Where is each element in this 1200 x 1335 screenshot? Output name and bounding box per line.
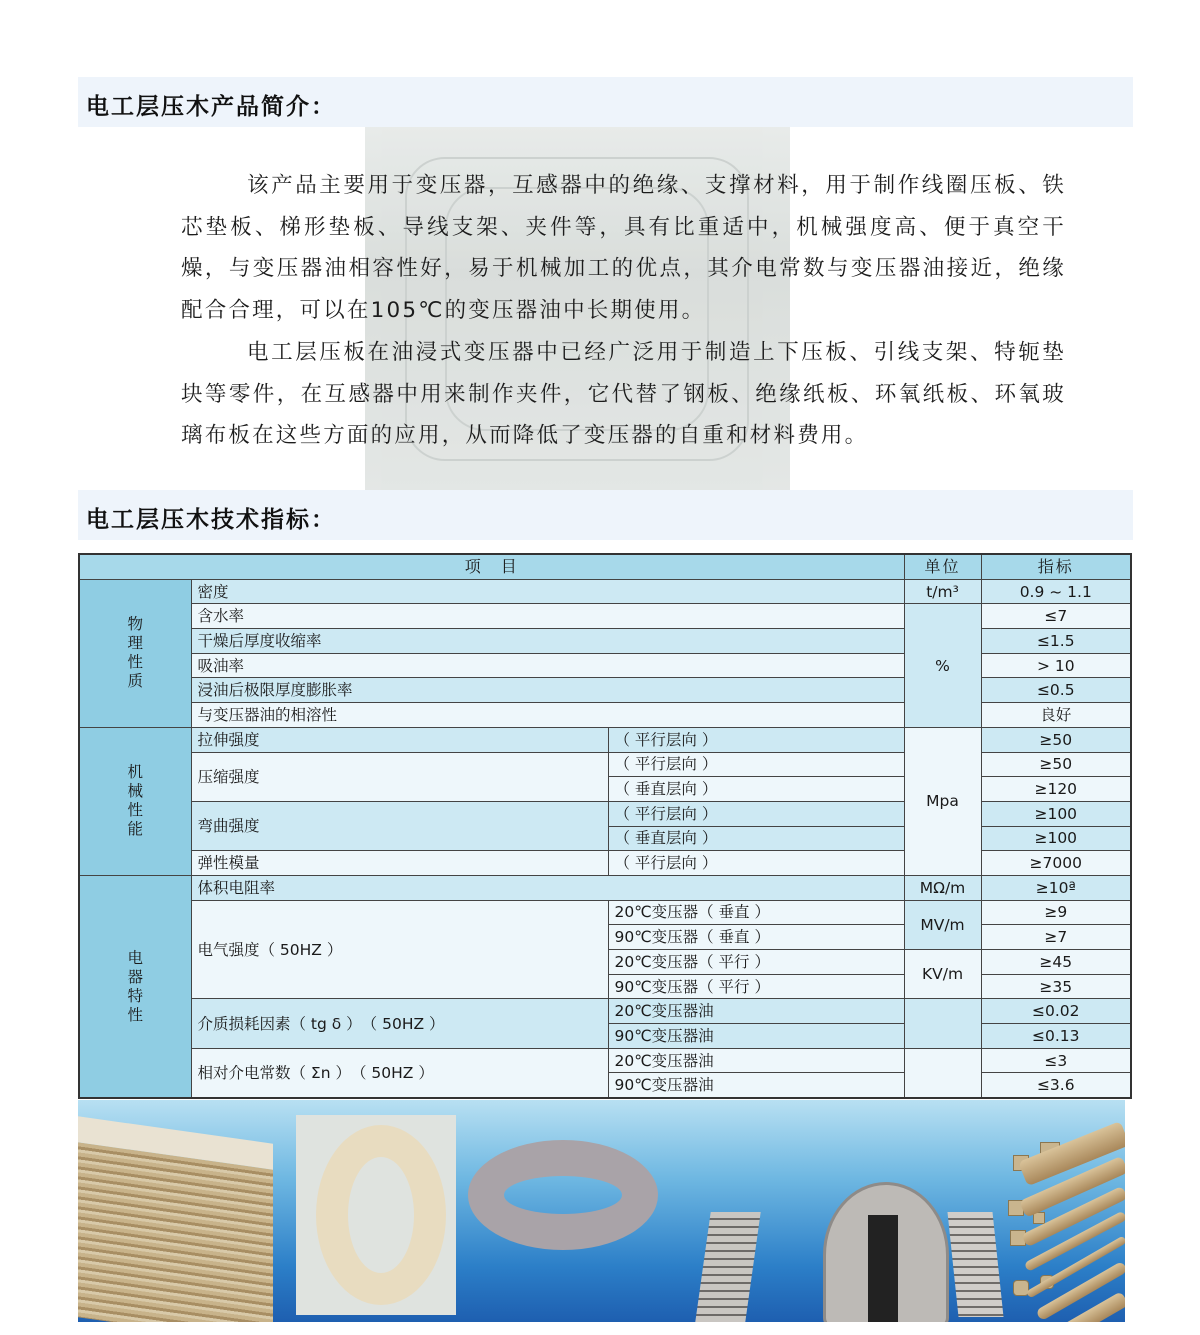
- spec-header-band: [78, 490, 1133, 540]
- intro-text: [181, 165, 1066, 457]
- plywood-stack-photo: [78, 1116, 273, 1322]
- value-cell: ≥50: [981, 752, 1131, 777]
- intro-paragraph-1: 该产品主要用于变压器，互感器中的绝缘、支撑材料，用于制作线圈压板、铁芯垫板、梯形垫板、导线支架、夹件等，具有比重适中，机械强度高、便于真空干燥，与变压器油相容性好，易于机械加工的优点，其介电常数与变压器油接近，绝缘配合合理，可以在105℃的变压器油中长期使用。: [181, 173, 1066, 324]
- value-cell: ≤3.6: [981, 1073, 1131, 1098]
- value-cell: 良好: [981, 703, 1131, 728]
- value-cell: ≥9: [981, 900, 1131, 925]
- item-cell: 压缩强度: [191, 752, 608, 801]
- value-cell: ≥100: [981, 801, 1131, 826]
- condition-cell: 90℃变压器（ 平行 ）: [608, 974, 904, 999]
- item-cell: 弯曲强度: [191, 801, 608, 850]
- condition-cell: 90℃变压器（ 垂直 ）: [608, 925, 904, 950]
- item-cell: 介质损耗因素（ tg δ ） （ 50HZ ）: [191, 999, 608, 1048]
- item-cell: 干燥后厚度收缩率: [191, 629, 904, 654]
- item-cell: 含水率: [191, 604, 904, 629]
- category-physical: 物理性质: [79, 579, 191, 727]
- item-cell: 密度: [191, 579, 904, 604]
- intro-header-band: [78, 77, 1133, 127]
- item-cell: 拉伸强度: [191, 727, 608, 752]
- intro-title: 电工层压木产品简介：: [86, 94, 336, 120]
- value-cell: ≤1.5: [981, 629, 1131, 654]
- item-cell: 吸油率: [191, 653, 904, 678]
- unit-cell: %: [904, 604, 981, 727]
- item-cell: 电气强度（ 50HZ ）: [191, 900, 608, 999]
- value-cell: ≥7: [981, 925, 1131, 950]
- item-cell: 与变压器油的相溶性: [191, 703, 904, 728]
- table-row: [79, 604, 1131, 629]
- comb-spacer-photo-2: [947, 1212, 1003, 1317]
- condition-cell: 20℃变压器（ 平行 ）: [608, 950, 904, 975]
- category-electrical: 电器特性: [79, 875, 191, 1098]
- value-cell: ≤7: [981, 604, 1131, 629]
- item-cell: 浸油后极限厚度膨胀率: [191, 678, 904, 703]
- table-row: [79, 579, 1131, 604]
- condition-cell: （ 平行层向 ）: [608, 801, 904, 826]
- condition-cell: 90℃变压器油: [608, 1024, 904, 1049]
- value-cell: > 10: [981, 653, 1131, 678]
- value-cell: ≥100: [981, 826, 1131, 851]
- condition-cell: 20℃变压器油: [608, 1048, 904, 1073]
- laminated-rods-photo: [1013, 1100, 1125, 1322]
- condition-cell: （ 垂直层向 ）: [608, 826, 904, 851]
- value-cell: ≥45: [981, 950, 1131, 975]
- header-unit: 单位: [904, 554, 981, 579]
- unit-cell: [904, 999, 981, 1048]
- unit-cell: t/m³: [904, 579, 981, 604]
- value-cell: ≥35: [981, 974, 1131, 999]
- item-cell: 弹性模量: [191, 851, 608, 876]
- value-cell: ≥120: [981, 777, 1131, 802]
- value-cell: ≥50: [981, 727, 1131, 752]
- table-row: [79, 999, 1131, 1024]
- value-cell: ≤0.02: [981, 999, 1131, 1024]
- cylindrical-clamp-photo: [823, 1182, 949, 1322]
- unit-cell: MΩ/m: [904, 875, 981, 900]
- condition-cell: （ 平行层向 ）: [608, 851, 904, 876]
- unit-cell: Mpa: [904, 727, 981, 875]
- intro-paragraph-2: 电工层压板在油浸式变压器中已经广泛用于制造上下压板、引线支架、特轭垫块等零件，在互感器中用来制作夹件，它代替了钢板、绝缘纸板、环氧纸板、环氧玻璃布板在这些方面的应用，从而降低了变压器的自重和材料费用。: [181, 339, 1066, 449]
- table-header-row: [79, 554, 1131, 579]
- header-item: 项 目: [79, 554, 904, 579]
- large-ring-with-worker-photo: [296, 1115, 456, 1315]
- value-cell: ≤0.13: [981, 1024, 1131, 1049]
- header-value: 指标: [981, 554, 1131, 579]
- table-row: [79, 727, 1131, 752]
- comb-spacer-photo: [695, 1212, 760, 1322]
- unit-cell: KV/m: [904, 950, 981, 999]
- product-photo-strip: [78, 1100, 1125, 1322]
- value-cell: ≤0.5: [981, 678, 1131, 703]
- unit-cell: MV/m: [904, 900, 981, 949]
- category-mechanical: 机械性能: [79, 727, 191, 875]
- item-cell: 体积电阻率: [191, 875, 904, 900]
- unit-cell: [904, 1048, 981, 1098]
- spec-table: [78, 553, 1132, 1099]
- value-cell: ≥7000: [981, 851, 1131, 876]
- table-row: [79, 1048, 1131, 1073]
- condition-cell: （ 平行层向 ）: [608, 752, 904, 777]
- condition-cell: 20℃变压器油: [608, 999, 904, 1024]
- item-cell: 相对介电常数（ Σn ） （ 50HZ ）: [191, 1048, 608, 1098]
- condition-cell: （ 垂直层向 ）: [608, 777, 904, 802]
- condition-cell: 20℃变压器（ 垂直 ）: [608, 900, 904, 925]
- table-row: [79, 875, 1131, 900]
- value-cell: ≤3: [981, 1048, 1131, 1073]
- value-cell: ≥10ª: [981, 875, 1131, 900]
- condition-cell: （ 平行层向 ）: [608, 727, 904, 752]
- value-cell: 0.9 ~ 1.1: [981, 579, 1131, 604]
- condition-cell: 90℃变压器油: [608, 1073, 904, 1098]
- slotted-pressure-disc-photo: [468, 1140, 658, 1250]
- table-row: [79, 900, 1131, 925]
- spec-title: 电工层压木技术指标：: [86, 507, 336, 533]
